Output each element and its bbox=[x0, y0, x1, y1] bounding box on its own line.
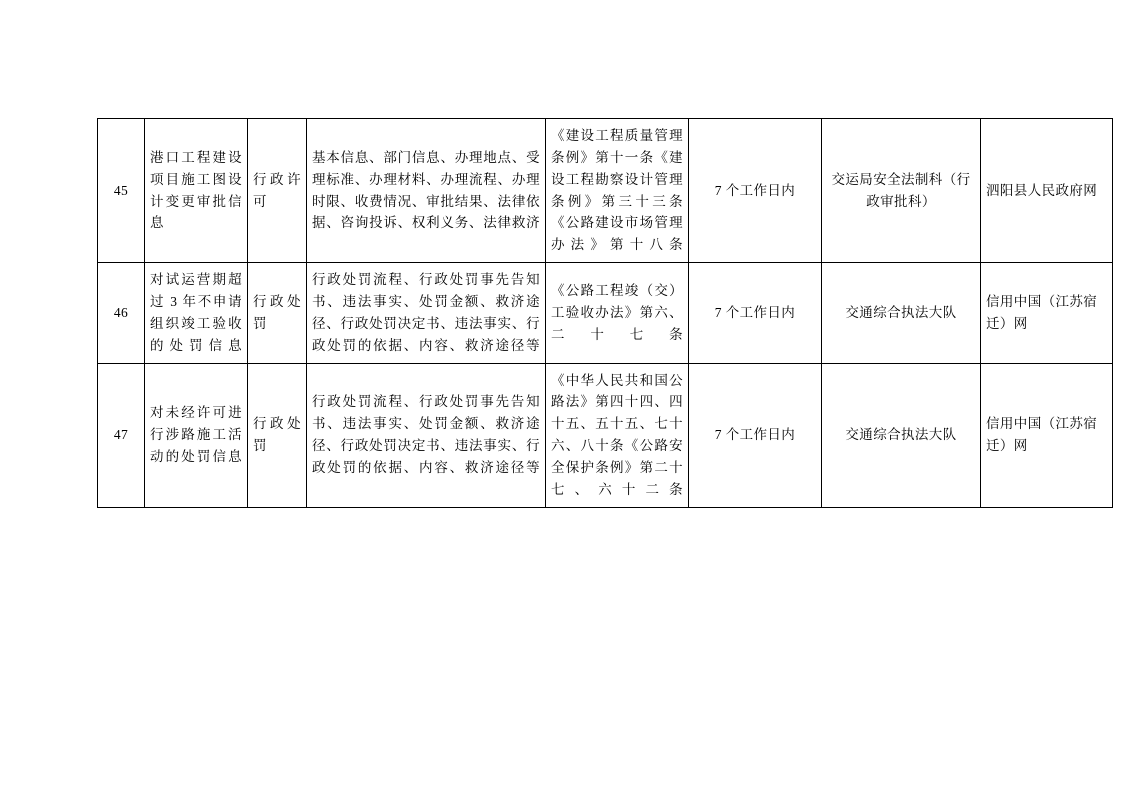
row-item-type-text: 行政处罚 bbox=[253, 294, 301, 331]
row-item-site-text: 泗阳县人民政府网 bbox=[986, 182, 1098, 198]
row-index: 45 bbox=[98, 119, 145, 263]
row-item-basis bbox=[546, 119, 689, 263]
row-item-basis-text: 《建设工程质量管理条例》第十一条《建设工程勘察设计管理条例》第三十三条《公路建设市场管理办法》第十八条 bbox=[551, 128, 683, 253]
row-item-type bbox=[248, 119, 307, 263]
row-item-name-text: 对未经许可进行涉路施工活动的处罚信息 bbox=[150, 405, 242, 465]
row-item-name-text: 对试运营期超过 3 年不申请组织竣工验收的处罚信息 bbox=[150, 272, 242, 353]
row-item-content bbox=[307, 119, 546, 263]
table-row bbox=[98, 119, 1113, 263]
row-item-site-text: 信用中国（江苏宿迁）网 bbox=[986, 294, 1098, 331]
row-item-type-text: 行政许可 bbox=[253, 171, 301, 209]
row-item-content-text: 行政处罚流程、行政处罚事先告知书、违法事实、处罚金额、救济途径、行政处罚决定书、违法事实、行政处罚的依据、内容、救济途径等 bbox=[312, 272, 540, 353]
row-item-department-text: 交运局安全法制科（行政审批科） bbox=[831, 171, 971, 209]
row-item-department-text: 交通综合执法大队 bbox=[845, 427, 957, 443]
row-item-department bbox=[822, 119, 981, 263]
row-item-site bbox=[981, 263, 1113, 363]
table-row bbox=[98, 363, 1113, 507]
row-item-type bbox=[248, 263, 307, 363]
row-item-department bbox=[822, 263, 981, 363]
row-item-time: 7 个工作日内 bbox=[689, 119, 822, 263]
table-body bbox=[98, 119, 1113, 508]
row-item-name bbox=[145, 263, 248, 363]
row-index: 47 bbox=[98, 363, 145, 507]
row-item-type-text: 行政处罚 bbox=[253, 416, 301, 454]
row-item-basis-text: 《中华人民共和国公路法》第四十四、四十五、五十五、七十六、八十条《公路安全保护条例》第二十七、六十二条 bbox=[551, 372, 683, 497]
row-item-time: 7 个工作日内 bbox=[689, 263, 822, 363]
row-item-site bbox=[981, 363, 1113, 507]
row-item-name bbox=[145, 119, 248, 263]
row-item-name bbox=[145, 363, 248, 507]
row-item-basis-text: 《公路工程竣（交）工验收办法》第六、二十七条 bbox=[551, 283, 683, 342]
row-item-basis bbox=[546, 363, 689, 507]
row-item-content-text: 基本信息、部门信息、办理地点、受理标准、办理材料、办理流程、办理时限、收费情况、审批结果、法律依据、咨询投诉、权利义务、法律救济 bbox=[312, 149, 540, 231]
row-item-site bbox=[981, 119, 1113, 263]
row-item-basis bbox=[546, 263, 689, 363]
row-item-site-text: 信用中国（江苏宿迁）网 bbox=[986, 416, 1098, 454]
row-item-content bbox=[307, 363, 546, 507]
row-item-department-text: 交通综合执法大队 bbox=[845, 304, 957, 320]
row-item-content bbox=[307, 263, 546, 363]
row-item-name-text: 港口工程建设项目施工图设计变更审批信息 bbox=[150, 149, 242, 231]
row-item-content-text: 行政处罚流程、行政处罚事先告知书、违法事实、处罚金额、救济途径、行政处罚决定书、违法事实、行政处罚的依据、内容、救济途径等 bbox=[312, 394, 540, 476]
row-item-time: 7 个工作日内 bbox=[689, 363, 822, 507]
row-index: 46 bbox=[98, 263, 145, 363]
table-row bbox=[98, 263, 1113, 363]
row-item-department bbox=[822, 363, 981, 507]
row-item-type bbox=[248, 363, 307, 507]
information-disclosure-table bbox=[97, 118, 1113, 508]
